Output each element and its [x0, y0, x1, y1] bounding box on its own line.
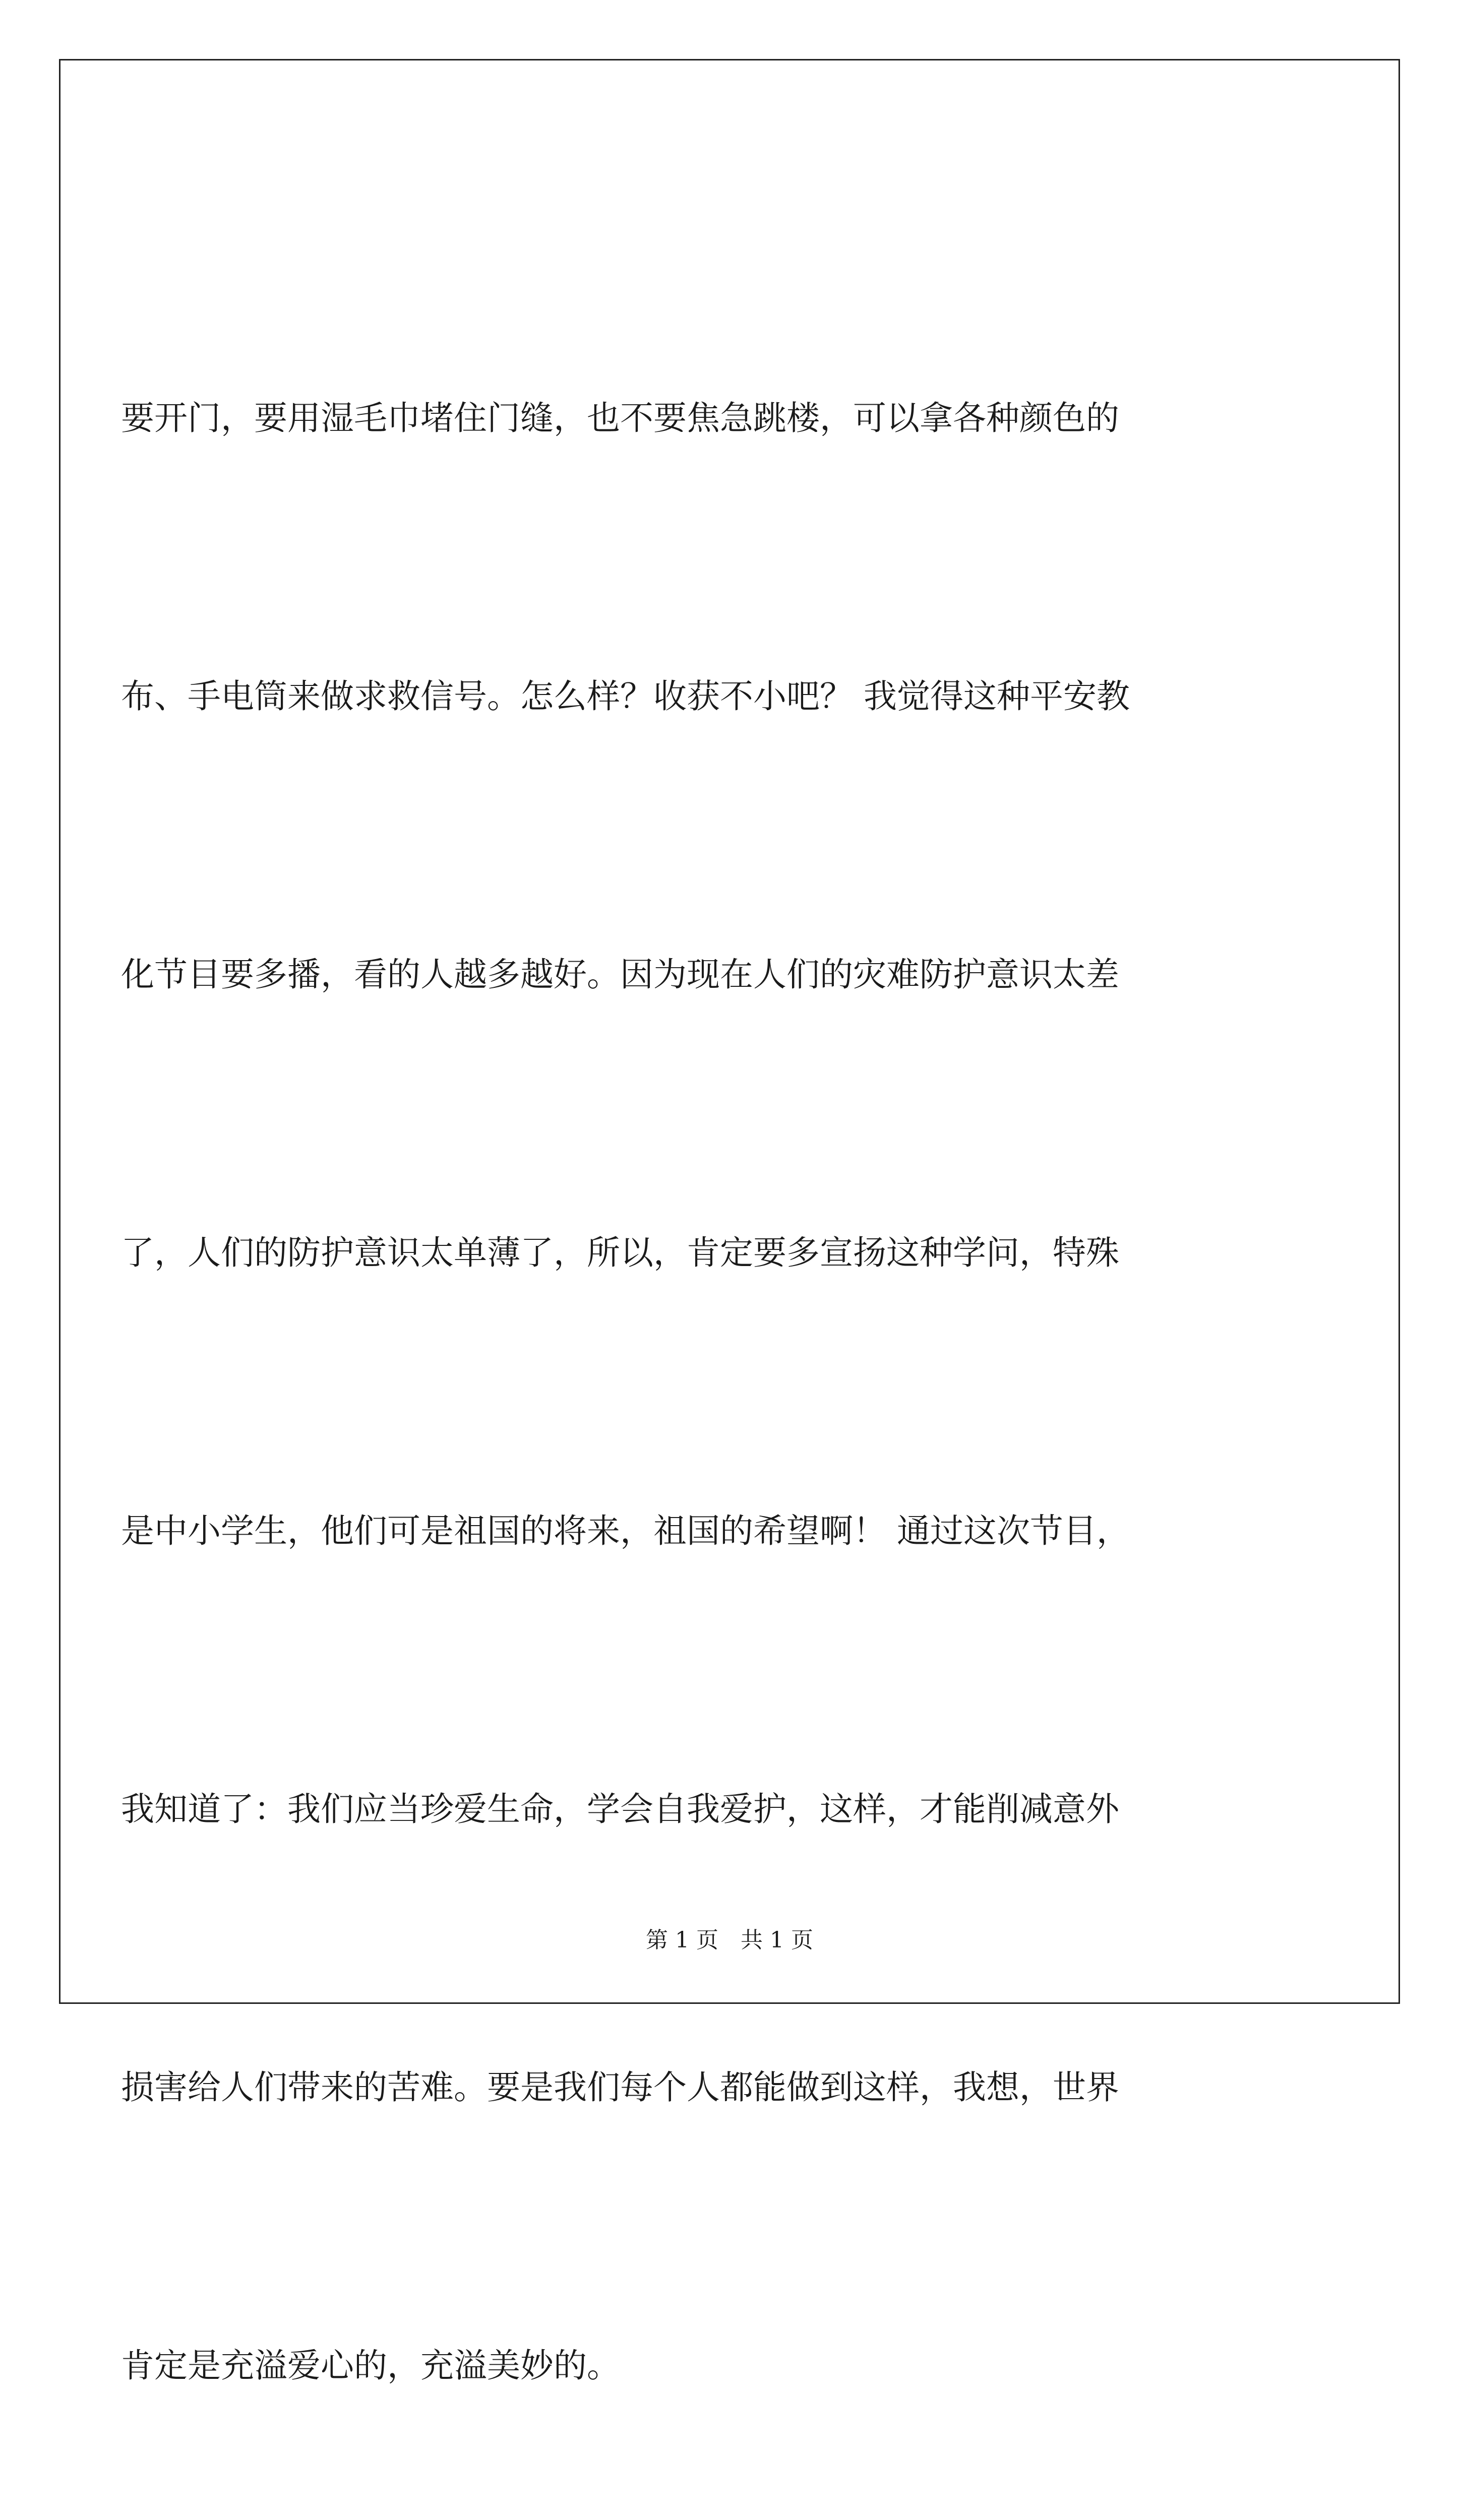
text-line: 要开门，要用湿毛巾堵住门缝，也不要焦急跳楼，可以拿各种颜色的 [121, 399, 1119, 437]
text-line: 是中小学生，他们可是祖国的将来，祖国的希望啊！ 通过这次节目， [121, 1511, 1130, 1550]
text-line: 肯定是充溢爱心的，充溢美妙的。 [121, 2346, 620, 2385]
text-line: 化节目要多播，看的人越多越好。因为现在人们的灾难防护意识太差 [121, 955, 1119, 994]
text-line: 了，人们的防护意识太单薄了，所以，肯定要多宣扬这种学问，特殊 [121, 1233, 1119, 1272]
text-line: 我知道了：我们应当珍爱生命，学会自我爱护，这样，才能削减意外 [121, 1790, 1119, 1829]
text-line: 布、手电筒来做求救信号。怎么样？收获不小吧？ 我觉得这种平安教 [121, 677, 1130, 716]
document-body [121, 186, 1331, 2520]
text-line: 损害给人们带来的苦难。要是我们每个人都能做到这样，我想，世界 [121, 2068, 1119, 2107]
paragraph-continued [121, 186, 1331, 2520]
page-number-footer: 第 1 页 共 1 页 [646, 1927, 813, 1953]
